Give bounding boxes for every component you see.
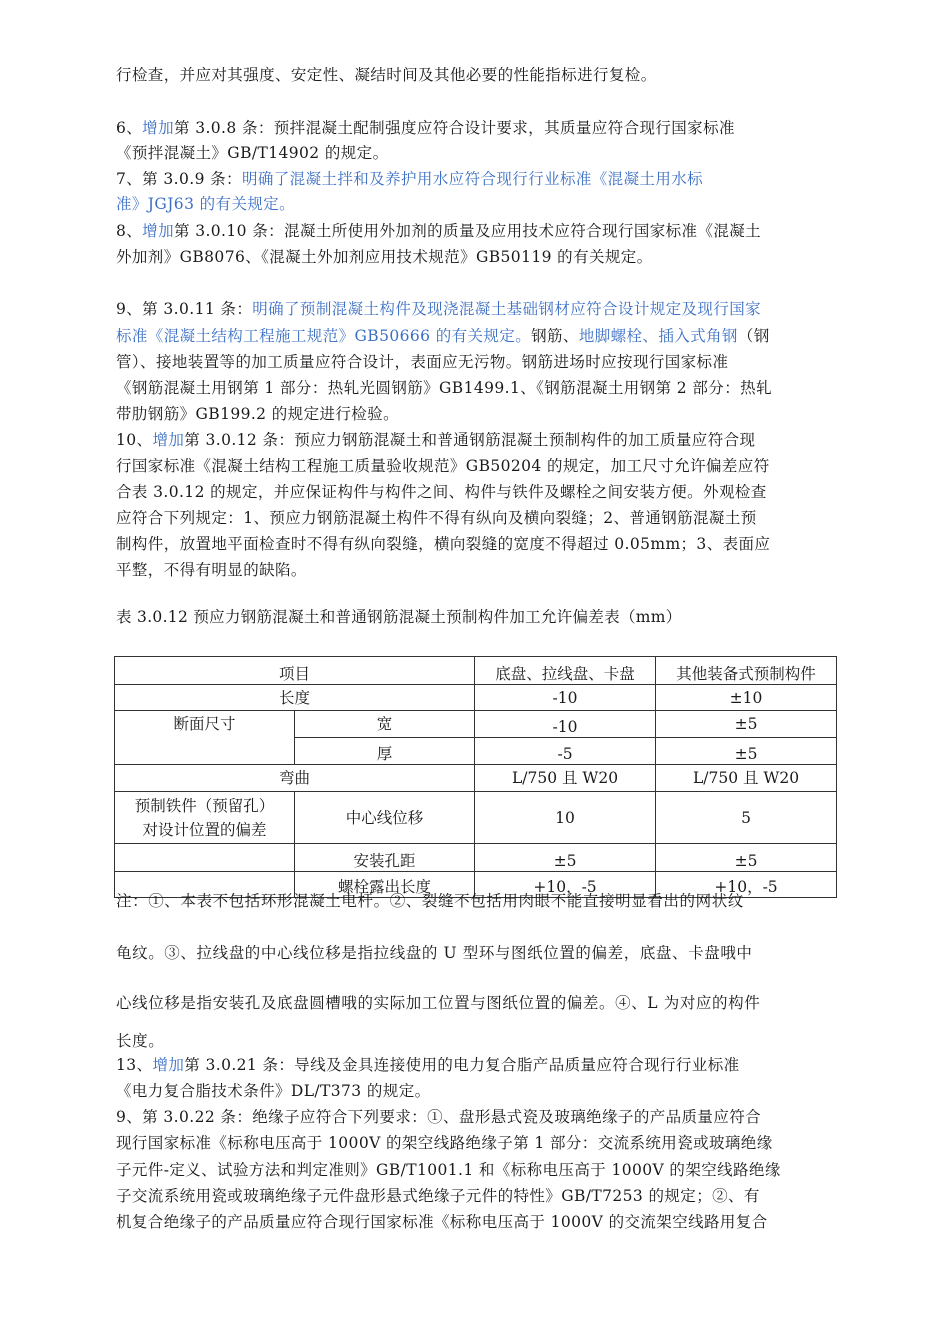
- text-line: [116, 560, 307, 580]
- bolt-a: +10，-5: [475, 872, 656, 898]
- text-segment: 6、: [116, 119, 143, 137]
- text-line: [116, 378, 772, 398]
- bend-label: 弯曲: [115, 765, 475, 792]
- table-row: [115, 792, 837, 844]
- table-row: [115, 711, 837, 738]
- text-segment: 《预拌混凝土》GB/T14902 的规定。: [116, 144, 389, 162]
- text-segment: 钢筋、: [531, 327, 579, 345]
- bolt-b: +10，-5: [656, 872, 837, 898]
- text-segment: （钢: [737, 327, 770, 345]
- bolt-label: 螺栓露出长度: [295, 872, 475, 898]
- text-segment: 第 3.0.8 条：预拌混凝土配制强度应符合设计要求，其质量应符合现行国家标准: [173, 119, 735, 137]
- text-segment: 13、: [116, 1056, 153, 1074]
- text-segment: 管）、接地装置等的加工质量应符合设计，表面应无污物。钢筋进场时应按现行国家标准: [116, 353, 729, 371]
- text-line: [116, 456, 770, 476]
- header-base-plate: 底盘、拉线盘、卡盘: [475, 657, 656, 685]
- text-line: [116, 1055, 740, 1075]
- text-line: [116, 326, 770, 346]
- hole-label: 安装孔距: [295, 844, 475, 872]
- note-line: 长度。: [116, 1032, 165, 1050]
- thick-a: -5: [475, 738, 656, 765]
- length-b: ±10: [656, 685, 837, 711]
- note-line: 心线位移是指安装孔及底盘圆槽哦的实际加工位置与图纸位置的偏差。④、L 为对应的构件: [116, 994, 761, 1012]
- table-row: [115, 844, 837, 872]
- text-segment: 《电力复合脂技术条件》DL/T373 的规定。: [116, 1082, 431, 1100]
- text-segment: 第 3.0.12 条：预应力钢筋混凝土和普通钢筋混凝土预制构件的加工质量应符合现: [184, 431, 756, 449]
- center-b: 5: [656, 792, 837, 844]
- text-segment: 机复合绝缘子的产品质量应符合现行国家标准《标称电压高于 1000V 的交流架空线路用复合: [116, 1213, 768, 1231]
- note-line: 龟纹。③、拉线盘的中心线位移是指拉线盘的 U 型环与图纸位置的偏差，底盘、卡盘哦中: [116, 944, 753, 962]
- text-line: [116, 1133, 773, 1153]
- length-a: -10: [475, 685, 656, 711]
- text-line: [116, 1160, 781, 1180]
- highlight-text: 增加: [152, 1056, 185, 1074]
- text-segment: 9、第 3.0.22 条：绝缘子应符合下列要求：①、盘形悬式瓷及玻璃绝缘子的产品质量应符合: [116, 1108, 762, 1126]
- bend-a: L/750 且 W20: [475, 765, 656, 792]
- text-segment: 9、第 3.0.11 条：: [116, 300, 253, 318]
- text-line: [116, 404, 399, 424]
- text-line: [116, 1107, 761, 1127]
- text-segment: 第 3.0.10 条：混凝土所使用外加剂的质量及应用技术应符合现行国家标准《混凝土: [173, 222, 762, 240]
- text-line: [116, 194, 295, 214]
- center-label: 中心线位移: [295, 792, 475, 844]
- header-item: 项目: [115, 657, 475, 685]
- table-row: [115, 685, 837, 711]
- hole-a: ±5: [475, 844, 656, 872]
- text-line: [116, 65, 657, 85]
- highlight-text: 准》JGJ63 的有关规定。: [116, 195, 296, 213]
- text-segment: 行检查，并应对其强度、安定性、凝结时间及其他必要的性能指标进行复检。: [116, 66, 657, 84]
- highlight-text: 明确了预制混凝土构件及现浇混凝土基础钢材应符合设计规定及现行国家: [252, 300, 762, 318]
- text-line: [116, 221, 761, 241]
- highlight-text: 地脚螺栓、插入式角钢: [578, 327, 738, 345]
- text-line: [116, 534, 770, 554]
- text-line: [116, 352, 728, 372]
- width-b: ±5: [656, 711, 837, 738]
- text-segment: 合表 3.0.12 的规定，并应保证构件与构件之间、构件与铁件及螺栓之间安装方便。外观检查: [116, 483, 767, 501]
- text-line: [116, 1186, 760, 1206]
- width-a: -10: [475, 711, 656, 738]
- highlight-text: 增加: [142, 222, 174, 240]
- embed-label: 预制铁件（预留孔） 对设计位置的偏差: [115, 792, 295, 844]
- text-segment: 现行国家标准《标称电压高于 1000V 的架空线路绝缘子第 1 部分：交流系统用瓷或玻璃绝缘: [116, 1134, 773, 1152]
- tolerance-table: [114, 656, 837, 898]
- note-line: 注：①、本表不包括环形混凝土电杆。②、裂缝不包括用肉眼不能直接明显看出的网状纹: [116, 892, 744, 910]
- length-label: 长度: [115, 685, 475, 711]
- text-segment: 带肋钢筋》GB199.2 的规定进行检验。: [116, 405, 399, 423]
- text-segment: 《钢筋混凝土用钢第 1 部分：热轧光圆钢筋》GB1499.1、《钢筋混凝土用钢第 2 部分：热轧: [116, 379, 772, 397]
- highlight-text: 明确了混凝土拌和及养护用水应符合现行行业标准《混凝土用水标: [241, 170, 704, 188]
- text-segment: 子交流系统用瓷或玻璃绝缘子元件盘形悬式绝缘子元件的特性》GB/T7253 的规定；②、有: [116, 1187, 760, 1205]
- hole-b: ±5: [656, 844, 837, 872]
- table-row: [115, 765, 837, 792]
- text-segment: 第 3.0.21 条：导线及金具连接使用的电力复合脂产品质量应符合现行行业标准: [184, 1056, 740, 1074]
- text-line: [116, 508, 757, 528]
- text-segment: 应符合下列规定：1、预应力钢筋混凝土构件不得有纵向及横向裂缝；2、普通钢筋混凝土预: [116, 509, 757, 527]
- text-segment: 8、: [116, 222, 143, 240]
- section-label: 断面尺寸: [115, 711, 295, 738]
- table-row: [115, 657, 837, 685]
- text-segment: 7、第 3.0.9 条：: [116, 170, 242, 188]
- width-label: 宽: [295, 711, 475, 738]
- text-line: [116, 247, 653, 267]
- text-segment: 外加剂》GB8076、《混凝土外加剂应用技术规范》GB50119 的有关规定。: [116, 248, 653, 266]
- table-row: [115, 738, 837, 765]
- thick-label: 厚: [295, 738, 475, 765]
- text-line: [116, 1212, 768, 1232]
- text-line: [116, 1081, 431, 1101]
- bend-b: L/750 且 W20: [656, 765, 837, 792]
- text-segment: 制构件，放置地平面检查时不得有纵向裂缝，横向裂缝的宽度不得超过 0.05mm；3、表面应: [116, 535, 771, 553]
- highlight-text: 增加: [152, 431, 185, 449]
- text-segment: 10、: [116, 431, 153, 449]
- header-other: 其他装备式预制构件: [656, 657, 837, 685]
- text-line: [116, 430, 755, 450]
- center-a: 10: [475, 792, 656, 844]
- text-segment: 平整，不得有明显的缺陷。: [116, 561, 307, 579]
- thick-b: ±5: [656, 738, 837, 765]
- text-line: [116, 299, 761, 319]
- text-segment: 行国家标准《混凝土结构工程施工质量验收规范》GB50204 的规定，加工尺寸允许偏差应符: [116, 457, 770, 475]
- highlight-text: 标准《混凝土结构工程施工规范》GB50666 的有关规定。: [116, 327, 532, 345]
- text-line: [116, 482, 767, 502]
- text-segment: 子元件-定义、试验方法和判定准则》GB/T1001.1 和《标称电压高于 1000V 的架空线路绝缘: [116, 1161, 781, 1179]
- table-caption: 表 3.0.12 预应力钢筋混凝土和普通钢筋混凝土预制构件加工允许偏差表（mm）: [116, 608, 682, 626]
- text-line: [116, 118, 735, 138]
- text-line: [116, 143, 388, 163]
- highlight-text: 增加: [142, 119, 174, 137]
- text-line: [116, 169, 703, 189]
